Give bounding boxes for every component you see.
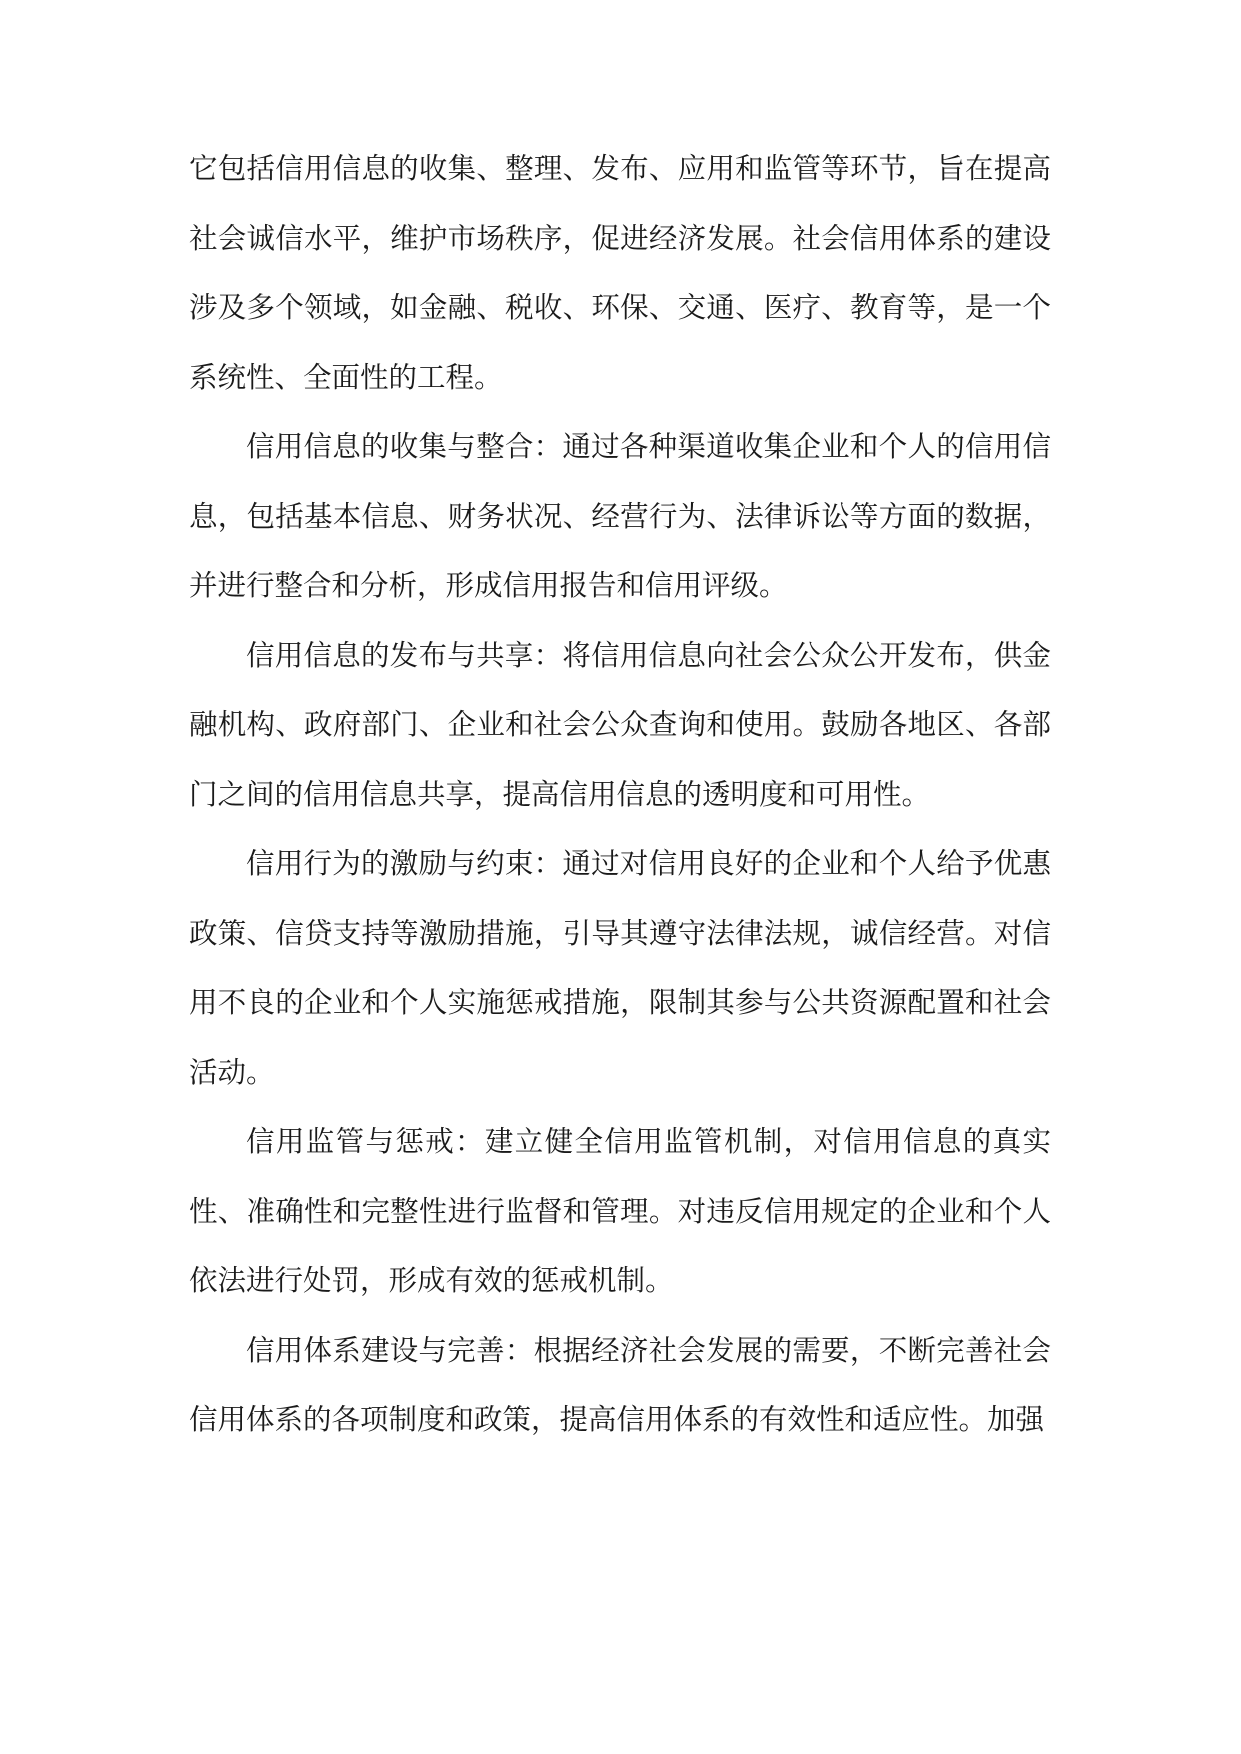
paragraph-continuation: 它包括信用信息的收集、整理、发布、应用和监管等环节，旨在提高社会诚信水平，维护市场秩序，促进经济发展。社会信用体系的建设涉及多个领域，如金融、税收、环保、交通、医疗、教育等，是一个系统性、全面性的工程。 xyxy=(189,152,1051,394)
paragraph-credit-info-collection: 信用信息的收集与整合：通过各种渠道收集企业和个人的信用信息，包括基本信息、财务状况、经营行为、法律诉讼等方面的数据，并进行整合和分析，形成信用报告和信用评级。 xyxy=(189,430,1051,602)
paragraph-credit-incentives: 信用行为的激励与约束：通过对信用良好的企业和个人给予优惠政策、信贷支持等激励措施，引导其遵守法律法规，诚信经营。对信用不良的企业和个人实施惩戒措施，限制其参与公共资源配置和社会活动。 xyxy=(189,847,1051,1089)
document-body xyxy=(189,134,1051,1455)
paragraph-credit-info-publishing: 信用信息的发布与共享：将信用信息向社会公众公开发布，供金融机构、政府部门、企业和社会公众查询和使用。鼓励各地区、各部门之间的信用信息共享，提高信用信息的透明度和可用性。 xyxy=(189,638,1051,811)
paragraph-credit-system-building: 信用体系建设与完善：根据经济社会发展的需要，不断完善社会信用体系的各项制度和政策，提高信用体系的有效性和适应性。加强 xyxy=(189,1333,1051,1436)
paragraph-credit-supervision: 信用监管与惩戒：建立健全信用监管机制，对信用信息的真实性、准确性和完整性进行监督和管理。对违反信用规定的企业和个人依法进行处罚，形成有效的惩戒机制。 xyxy=(189,1125,1051,1297)
